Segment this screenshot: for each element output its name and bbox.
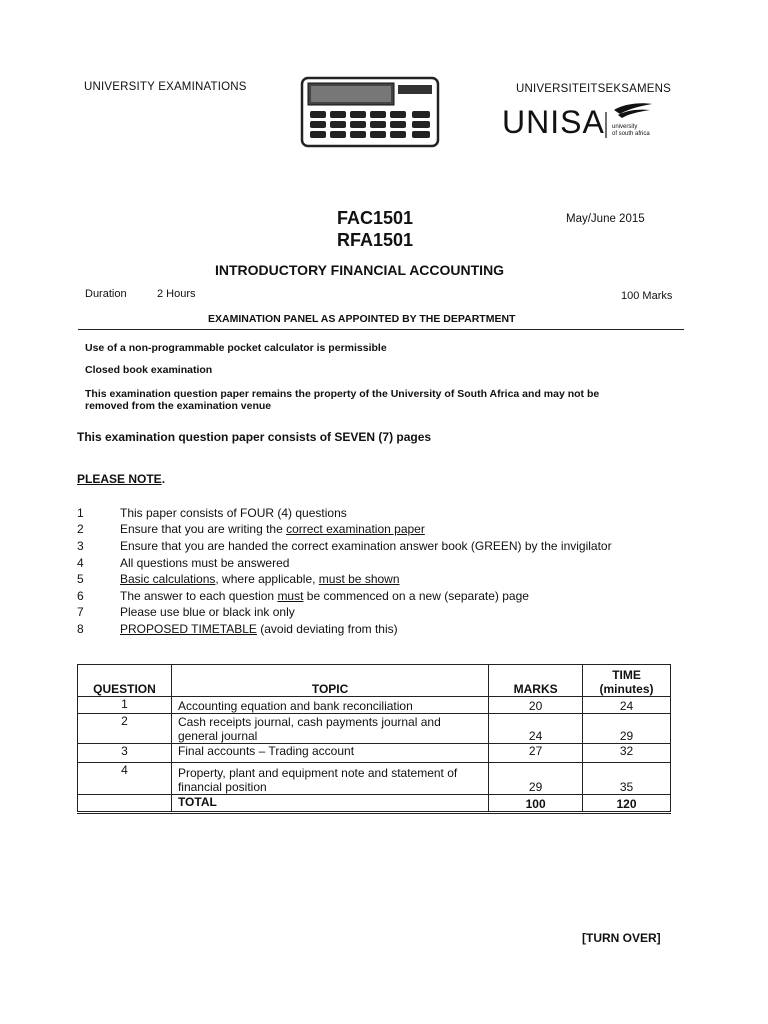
course-code-1: FAC1501 <box>337 208 414 228</box>
duration-value: 2 Hours <box>157 288 196 300</box>
closed-book-instruction: Closed book examination <box>85 364 213 376</box>
topic-line: Accounting equation and bank reconciliation <box>177 699 413 713</box>
unisa-logo-subtitle <box>612 124 650 138</box>
note-text: The answer to each question <box>120 589 278 603</box>
property-instruction-line2: removed from the examination venue <box>85 400 272 412</box>
logo-sub-line2: of south africa <box>612 131 650 137</box>
pages-statement: This examination question paper consists of SEVEN (7) pages <box>77 430 432 444</box>
cell-time: 32 <box>583 744 671 763</box>
note-item <box>120 506 347 522</box>
note-number: 6 <box>77 589 84 603</box>
note-text: Ensure that you are writing the <box>120 522 287 536</box>
note-item <box>120 572 400 588</box>
cell-topic <box>171 714 488 744</box>
note-text: Please use blue or black ink only <box>120 605 295 619</box>
header-marks: MARKS <box>489 665 583 697</box>
cell-marks: 20 <box>489 697 583 714</box>
cell-marks: 24 <box>489 714 583 744</box>
course-code-2: RFA1501 <box>337 230 414 250</box>
cell-total-time: 120 <box>583 795 671 813</box>
table-row <box>78 697 671 714</box>
please-note-heading-text: PLEASE NOTE <box>77 472 162 486</box>
cell-topic <box>171 744 488 763</box>
note-text: Ensure that you are handed the correct examination answer book (GREEN) by the invigilator <box>120 539 612 553</box>
cell-question: 2 <box>78 714 172 744</box>
table-row <box>78 714 671 744</box>
property-instruction-line1: This examination question paper remains the property of the University of South Africa and may not be <box>85 388 600 400</box>
cell-total-label: TOTAL <box>171 795 488 813</box>
note-number: 7 <box>77 605 84 619</box>
calculator-instruction: Use of a non-programmable pocket calculator is permissible <box>85 342 387 354</box>
divider-line <box>78 329 684 330</box>
exam-date: May/June 2015 <box>566 213 645 225</box>
cell-question: 1 <box>78 697 172 714</box>
note-item <box>120 556 289 572</box>
table-total-row <box>78 795 671 813</box>
note-item <box>120 605 295 621</box>
table-row <box>78 763 671 795</box>
exam-title: INTRODUCTORY FINANCIAL ACCOUNTING <box>215 262 505 278</box>
header-left-label: UNIVERSITY EXAMINATIONS <box>84 81 247 93</box>
note-item <box>120 522 425 538</box>
header-time <box>583 665 671 697</box>
calculator-icon <box>300 76 440 148</box>
note-item <box>120 622 398 638</box>
note-item <box>120 589 529 605</box>
header-right-label: UNIVERSITEITSEKSAMENS <box>516 83 672 95</box>
please-note-heading-suffix: . <box>161 472 166 486</box>
note-underlined-text: Basic calculations <box>120 572 216 586</box>
turn-over-label: [TURN OVER] <box>582 931 661 945</box>
note-text: This paper consists of FOUR (4) questions <box>120 506 347 520</box>
header-time-line1: TIME <box>612 668 641 682</box>
header-topic: TOPIC <box>171 665 488 697</box>
timetable <box>77 664 671 814</box>
unisa-logo-text: UNISA <box>502 104 605 140</box>
note-number: 3 <box>77 539 84 553</box>
note-underlined-text: PROPOSED TIMETABLE <box>120 622 257 636</box>
topic-line: Cash receipts journal, cash payments journal and <box>177 715 441 729</box>
note-underlined-text: correct examination paper <box>286 522 425 536</box>
total-marks: 100 Marks <box>621 290 673 302</box>
note-item <box>120 539 612 555</box>
cell-question: 4 <box>78 763 172 795</box>
cell-total-empty <box>78 795 172 813</box>
note-text: All questions must be answered <box>120 556 290 570</box>
table-header-row <box>78 665 671 697</box>
note-text: be commenced on a new (separate) page <box>303 589 529 603</box>
cell-topic <box>171 697 488 714</box>
note-number: 8 <box>77 622 84 636</box>
header-time-line2: (minutes) <box>599 682 654 696</box>
duration-label: Duration <box>85 288 127 300</box>
note-underlined-text: must be shown <box>318 572 400 586</box>
exam-panel: EXAMINATION PANEL AS APPOINTED BY THE DEPARTMENT <box>208 313 516 325</box>
header-question: QUESTION <box>78 665 172 697</box>
cell-marks: 29 <box>489 763 583 795</box>
cell-topic <box>171 763 488 795</box>
please-note-heading <box>77 472 165 486</box>
note-number: 2 <box>77 522 84 536</box>
topic-line: general journal <box>177 729 258 743</box>
cell-question: 3 <box>78 744 172 763</box>
logo-sub-line1: university <box>612 124 638 130</box>
topic-line: Property, plant and equipment note and statement of <box>177 766 458 780</box>
cell-marks: 27 <box>489 744 583 763</box>
note-number: 1 <box>77 506 84 520</box>
cell-time: 29 <box>583 714 671 744</box>
note-number: 4 <box>77 556 84 570</box>
note-number: 5 <box>77 572 84 586</box>
table-row <box>78 744 671 763</box>
cell-time: 35 <box>583 763 671 795</box>
topic-line: Final accounts – Trading account <box>177 744 355 758</box>
note-text: , where applicable, <box>215 572 319 586</box>
topic-line: financial position <box>177 780 267 794</box>
cell-time: 24 <box>583 697 671 714</box>
note-underlined-text: must <box>277 589 304 603</box>
cell-total-marks: 100 <box>489 795 583 813</box>
note-text: (avoid deviating from this) <box>256 622 398 636</box>
